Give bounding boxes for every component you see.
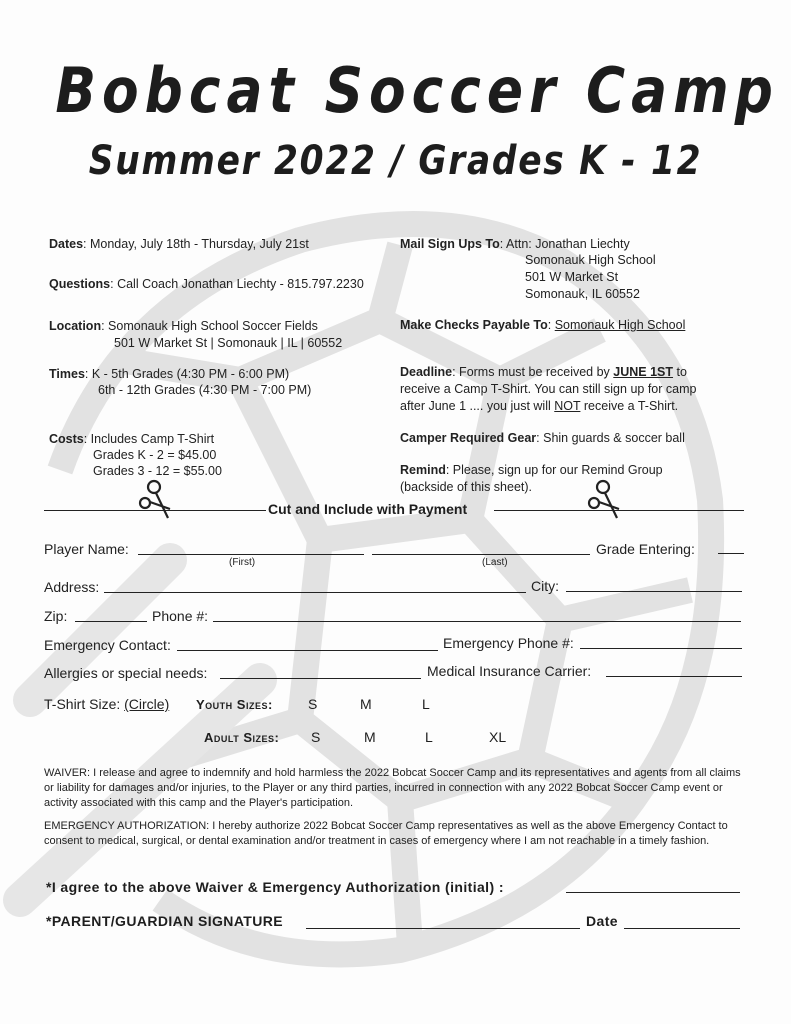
city-label: City: xyxy=(531,578,559,594)
adult-size-xl[interactable]: XL xyxy=(489,729,507,745)
location-address: 501 W Market St | Somonauk | IL | 60552 xyxy=(114,336,343,350)
gear-info: Camper Required Gear: Shin guards & soccer ball xyxy=(400,431,685,445)
deadline-info: Deadline: Forms must be received by JUNE 1ST to xyxy=(400,365,687,379)
grade-field[interactable] xyxy=(718,553,744,554)
phone-label: Phone #: xyxy=(152,608,209,624)
initial-field[interactable] xyxy=(566,892,740,893)
tshirt-size-label: T-Shirt Size: (Circle) xyxy=(44,696,170,712)
costs-3-12: Grades 3 - 12 = $55.00 xyxy=(93,464,222,478)
parent-signature-field[interactable] xyxy=(306,928,580,929)
deadline-line2: receive a Camp T-Shirt. You can still sign up for camp xyxy=(400,382,697,396)
first-name-field[interactable] xyxy=(138,554,364,555)
date-label: Date xyxy=(586,913,618,929)
adult-sizes-label: Adult Sizes: xyxy=(204,730,280,745)
times-line2: 6th - 12th Grades (4:30 PM - 7:00 PM) xyxy=(98,383,312,397)
city-field[interactable] xyxy=(566,591,742,592)
allergies-label: Allergies or special needs: xyxy=(44,665,208,681)
page-title: Bobcat Soccer Camp xyxy=(55,54,779,127)
zip-field[interactable] xyxy=(75,621,147,622)
emergency-phone-field[interactable] xyxy=(580,648,742,649)
scissors-icon xyxy=(136,478,180,524)
mail-info: Mail Sign Ups To: Attn: Jonathan Liechty xyxy=(400,237,630,251)
zip-label: Zip: xyxy=(44,608,68,624)
adult-size-m[interactable]: M xyxy=(364,729,376,745)
remind-line2: (backside of this sheet). xyxy=(400,480,533,494)
youth-size-m[interactable]: M xyxy=(360,696,372,712)
insurance-label: Medical Insurance Carrier: xyxy=(427,663,592,679)
youth-size-s[interactable]: S xyxy=(308,696,318,712)
emergency-contact-label: Emergency Contact: xyxy=(44,637,171,653)
player-name-label: Player Name: xyxy=(44,541,129,557)
insurance-field[interactable] xyxy=(606,676,742,677)
emergency-contact-field[interactable] xyxy=(177,650,438,651)
location-info: Location: Somonauk High School Soccer Fields xyxy=(49,319,318,333)
youth-size-l[interactable]: L xyxy=(422,696,430,712)
last-name-hint: (Last) xyxy=(482,557,508,568)
phone-field[interactable] xyxy=(213,621,741,622)
adult-size-l[interactable]: L xyxy=(425,729,433,745)
mail-line4: Somonauk, IL 60552 xyxy=(525,287,640,301)
allergies-field[interactable] xyxy=(220,678,421,679)
page-subtitle: Summer 2022 / Grades K - 12 xyxy=(88,138,703,184)
grade-label: Grade Entering: xyxy=(596,541,695,557)
last-name-field[interactable] xyxy=(372,554,590,555)
cut-instruction: Cut and Include with Payment xyxy=(268,501,468,517)
checks-info: Make Checks Payable To: Somonauk High School xyxy=(400,318,686,332)
questions-info: Questions: Call Coach Jonathan Liechty - 815.797.2230 xyxy=(49,277,364,291)
scissors-icon xyxy=(585,478,629,524)
times-info: Times: K - 5th Grades (4:30 PM - 6:00 PM) xyxy=(49,367,290,381)
first-name-hint: (First) xyxy=(229,557,256,568)
remind-info: Remind: Please, sign up for our Remind Group xyxy=(400,463,663,477)
address-field[interactable] xyxy=(104,592,526,593)
adult-size-s[interactable]: S xyxy=(311,729,321,745)
emergency-authorization-text: EMERGENCY AUTHORIZATION: I hereby authorize 2022 Bobcat Soccer Camp representatives as well as the above Emergency Contact to consent to medical, surgical, or dental examination and/or treatment in cases of emergency where I am not reachable in a timely fashion. xyxy=(44,820,728,847)
youth-sizes-label: Youth Sizes: xyxy=(196,697,273,712)
parent-signature-label: *PARENT/GUARDIAN SIGNATURE xyxy=(46,913,283,929)
mail-line3: 501 W Market St xyxy=(525,270,619,284)
agreement-initial-label: *I agree to the above Waiver & Emergency Authorization (initial) : xyxy=(46,879,504,895)
waiver-text: WAIVER: I release and agree to indemnify and hold harmless the 2022 Bobcat Soccer Camp and its representatives and agents from all claims or liability for damages and/or injuries, to the Player or any third parties, incurred in connection with any 2022 Bobcat Soccer Camp event or activity associated with this camp and the Player's participation. xyxy=(44,767,741,809)
date-field[interactable] xyxy=(624,928,740,929)
deadline-line3: after June 1 .... you just will NOT receive a T-Shirt. xyxy=(400,399,679,413)
costs-info: Costs: Includes Camp T-Shirt xyxy=(49,432,215,446)
costs-k2: Grades K - 2 = $45.00 xyxy=(93,448,217,462)
emergency-phone-label: Emergency Phone #: xyxy=(443,635,574,651)
mail-line2: Somonauk High School xyxy=(525,253,656,267)
dates-info: Dates: Monday, July 18th - Thursday, July 21st xyxy=(49,237,309,251)
address-label: Address: xyxy=(44,579,100,595)
